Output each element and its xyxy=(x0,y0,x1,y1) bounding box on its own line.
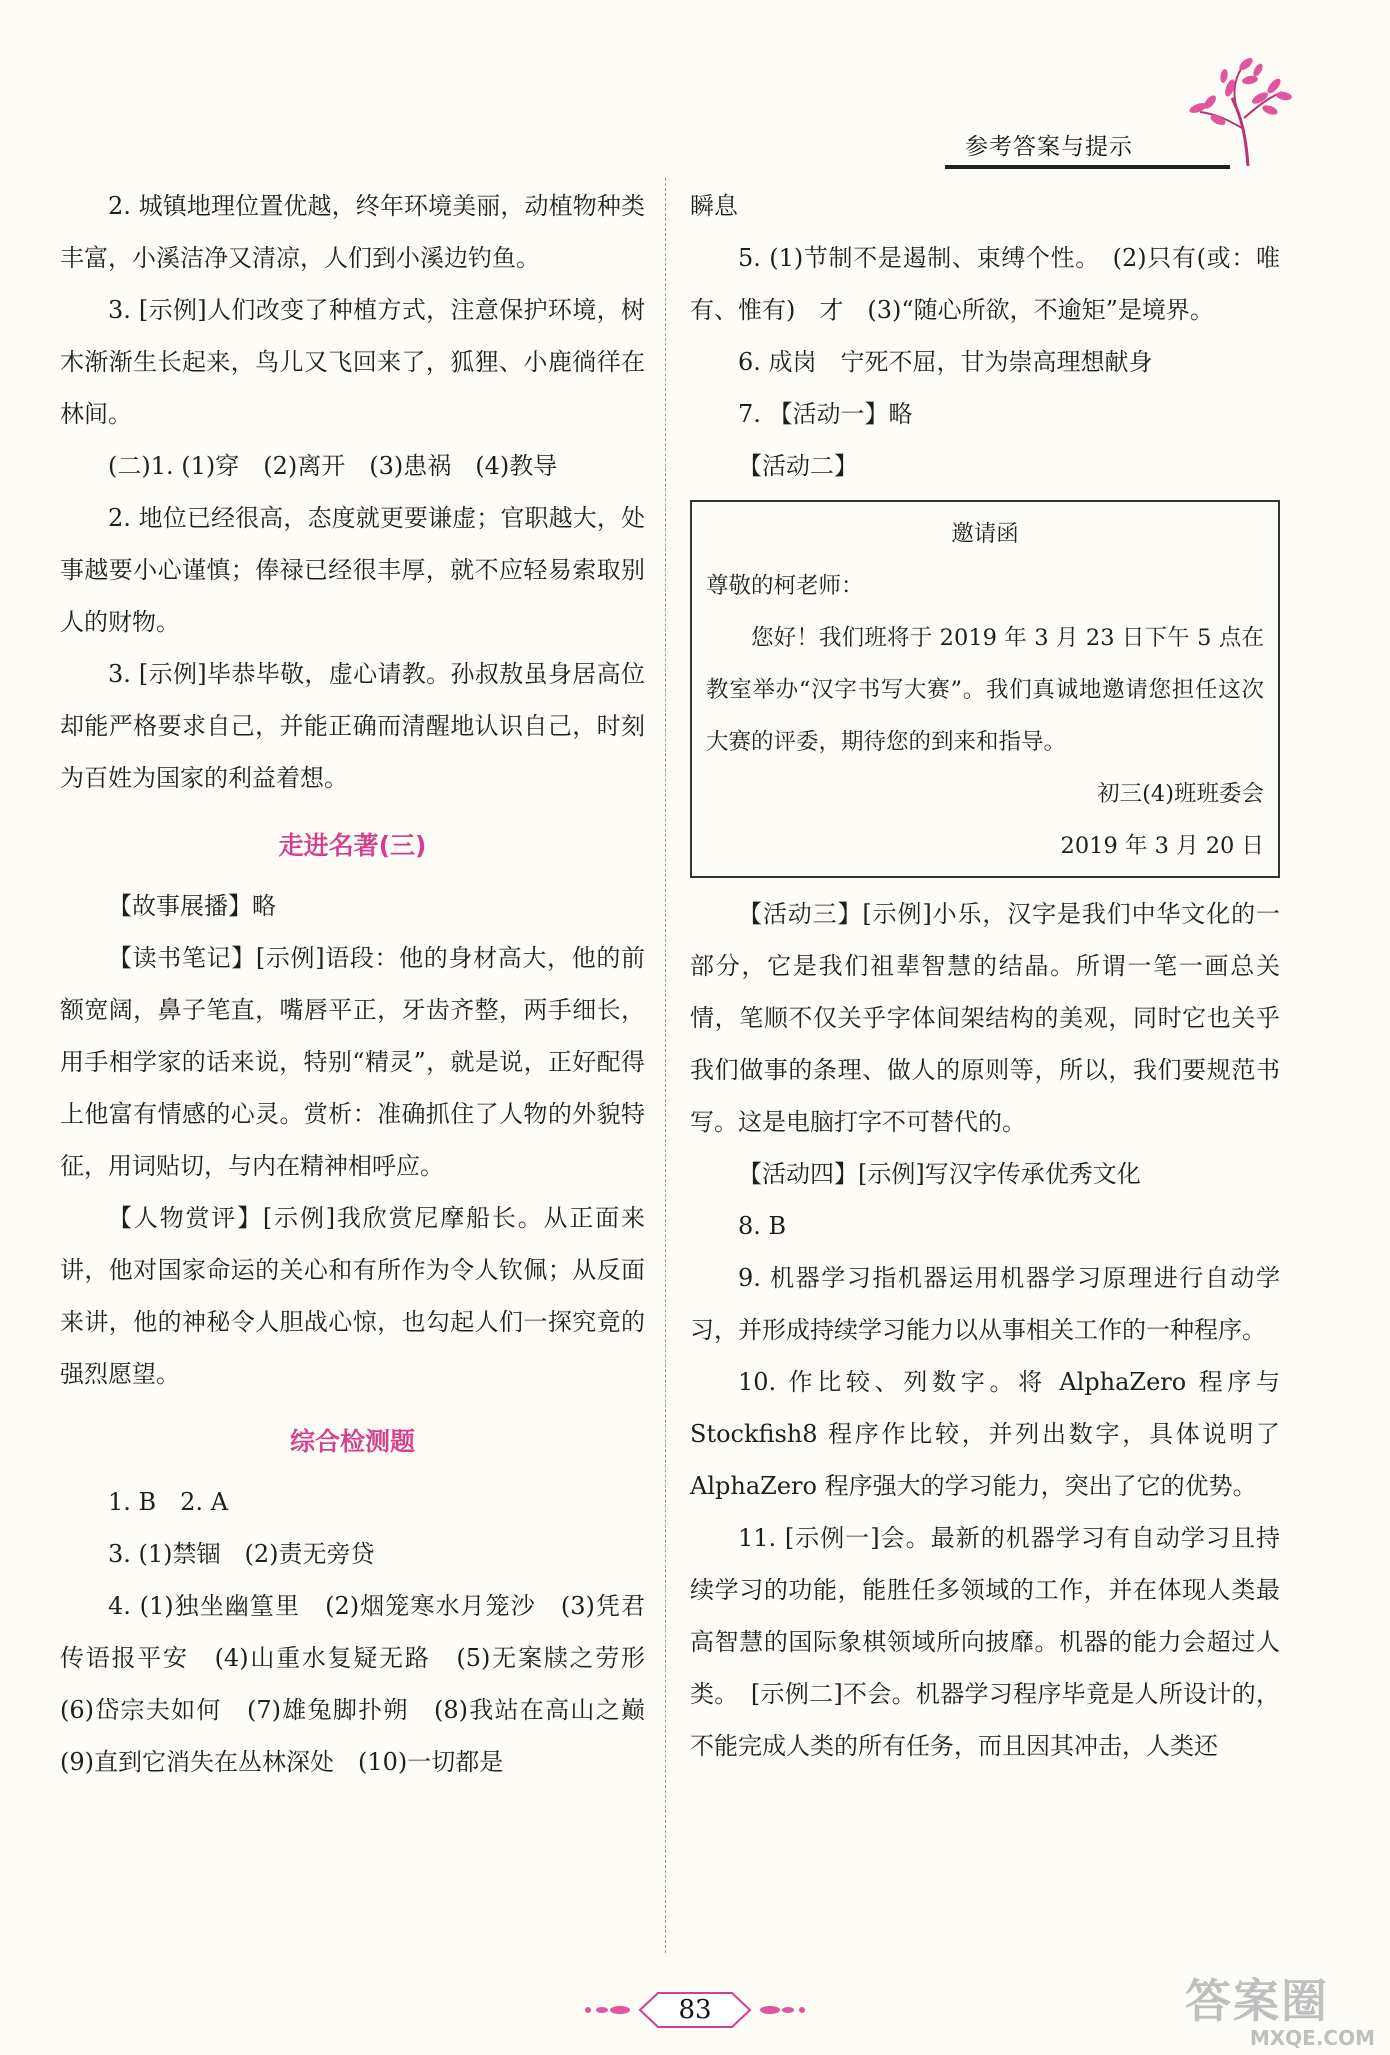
answer-paragraph: 瞬息 xyxy=(690,192,738,220)
watermark-url: MXQE.COM xyxy=(1249,2026,1375,2050)
answer-paragraph: 6. 成岗 宁死不屈，甘为崇高理想献身 xyxy=(738,348,1153,376)
answer-paragraph: 11. [示例一]会。最新的机器学习有自动学习且持续学习的功能，能胜任多领域的工作，并在体现人类最高智慧的国际象棋领域所向披靡。机器的能力会超过人类。 [示例二]不会。机器学习程序毕竟是人所设计的，不能完成人类的所有任务，而且因其冲击，人类还 xyxy=(690,1524,1280,1760)
letter-title: 邀请函 xyxy=(951,521,1019,547)
section-heading: 走进名著(三) xyxy=(278,831,427,860)
letter-body: 您好！我们班将于 2019 年 3 月 23 日下午 5 点在教室举办“汉字书写大赛”。我们真诚地邀请您担任这次大赛的评委，期待您的到来和指导。 xyxy=(706,625,1264,755)
answer-paragraph: 10. 作比较、列数字。将 AlphaZero 程序与 Stockfish8 程序作比较，并列出数字，具体说明了 AlphaZero 程序强大的学习能力，突出了它的优势。 xyxy=(690,1368,1280,1500)
answer-paragraph: 【人物赏评】[示例]我欣赏尼摩船长。从正面来讲，他对国家命运的关心和有所作为令人钦佩；从反面来讲，他的神秘令人胆战心惊，也勾起人们一探究竟的强烈愿望。 xyxy=(60,1204,645,1388)
answer-paragraph: 3. [示例]毕恭毕敬，虚心请教。孙叔敖虽身居高位却能严格要求自己，并能正确而清醒地认识自己，时刻为百姓为国家的利益着想。 xyxy=(60,660,645,792)
right-column xyxy=(690,180,1280,1772)
answer-paragraph: 8. B xyxy=(738,1212,787,1240)
watermark xyxy=(1185,1975,1375,2051)
invitation-letter-box xyxy=(690,500,1280,878)
answer-paragraph: 7. 【活动一】略 xyxy=(738,400,913,428)
section-heading: 综合检测题 xyxy=(289,1427,415,1456)
watermark-text: 答案圈 xyxy=(1185,1974,1329,2028)
answer-paragraph: 2. 地位已经很高，态度就更要谦虚；官职越大，处事越要小心谨慎；俸禄已经很丰厚，就不应轻易索取别人的财物。 xyxy=(60,504,645,636)
answer-paragraph: 4. (1)独坐幽篁里 (2)烟笼寒水月笼沙 (3)凭君传语报平安 (4)山重水复疑无路 (5)无案牍之劳形 (6)岱宗夫如何 (7)雄兔脚扑朔 (8)我站在高山之巅 (9)直到它消失在丛林深处 (10)一切都是 xyxy=(60,1592,669,1776)
letter-signature: 初三(4)班班委会 xyxy=(1097,781,1264,807)
header-title: 参考答案与提示 xyxy=(965,134,1133,160)
answer-paragraph: 2. 城镇地理位置优越，终年环境美丽，动植物种类丰富，小溪洁净又清凉，人们到小溪边钓鱼。 xyxy=(60,192,645,272)
answer-paragraph: 1. B 2. A xyxy=(108,1488,229,1516)
answer-paragraph: 【故事展播】略 xyxy=(108,892,276,920)
column-divider xyxy=(665,178,667,1953)
tree-logo-icon xyxy=(1170,58,1300,168)
answer-paragraph: 3. (1)禁锢 (2)责无旁贷 xyxy=(108,1540,375,1568)
letter-greeting: 尊敬的柯老师： xyxy=(706,573,864,599)
answer-paragraph: (二)1. (1)穿 (2)离开 (3)患祸 (4)教导 xyxy=(108,452,558,480)
answer-paragraph: 5. (1)节制不是遏制、束缚个性。 (2)只有(或：唯有、惟有) 才 (3)“随心所欲，不逾矩”是境界。 xyxy=(690,244,1280,324)
answer-paragraph: 9. 机器学习指机器运用机器学习原理进行自动学习，并形成持续学习能力以从事相关工作的一种程序。 xyxy=(690,1264,1280,1344)
page-number: 83 xyxy=(678,1995,712,2025)
answer-paragraph: 【读书笔记】[示例]语段：他的身材高大，他的前额宽阔，鼻子笔直，嘴唇平正，牙齿齐整，两手细长，用手相学家的话来说，特别“精灵”，就是说，正好配得上他富有情感的心灵。赏析：准确抓住了人物的外貌特征，用词贴切，与内在精神相呼应。 xyxy=(60,944,645,1180)
letter-date: 2019 年 3 月 20 日 xyxy=(1060,833,1264,859)
header-rule xyxy=(945,165,1230,169)
answer-paragraph: 【活动三】[示例]小乐，汉字是我们中华文化的一部分，它是我们祖辈智慧的结晶。所谓一笔一画总关情，笔顺不仅关乎字体间架结构的美观，同时它也关乎我们做事的条理、做人的原则等，所以，我们要规范书写。这是电脑打字不可替代的。 xyxy=(690,900,1280,1136)
answer-paragraph: 3. [示例]人们改变了种植方式，注意保护环境，树木渐渐生长起来，鸟儿又飞回来了，狐狸、小鹿徜徉在林间。 xyxy=(60,296,645,428)
left-column xyxy=(60,180,669,1788)
answer-paragraph: 【活动二】 xyxy=(738,452,858,480)
answer-paragraph: 【活动四】[示例]写汉字传承优秀文化 xyxy=(738,1160,1141,1188)
